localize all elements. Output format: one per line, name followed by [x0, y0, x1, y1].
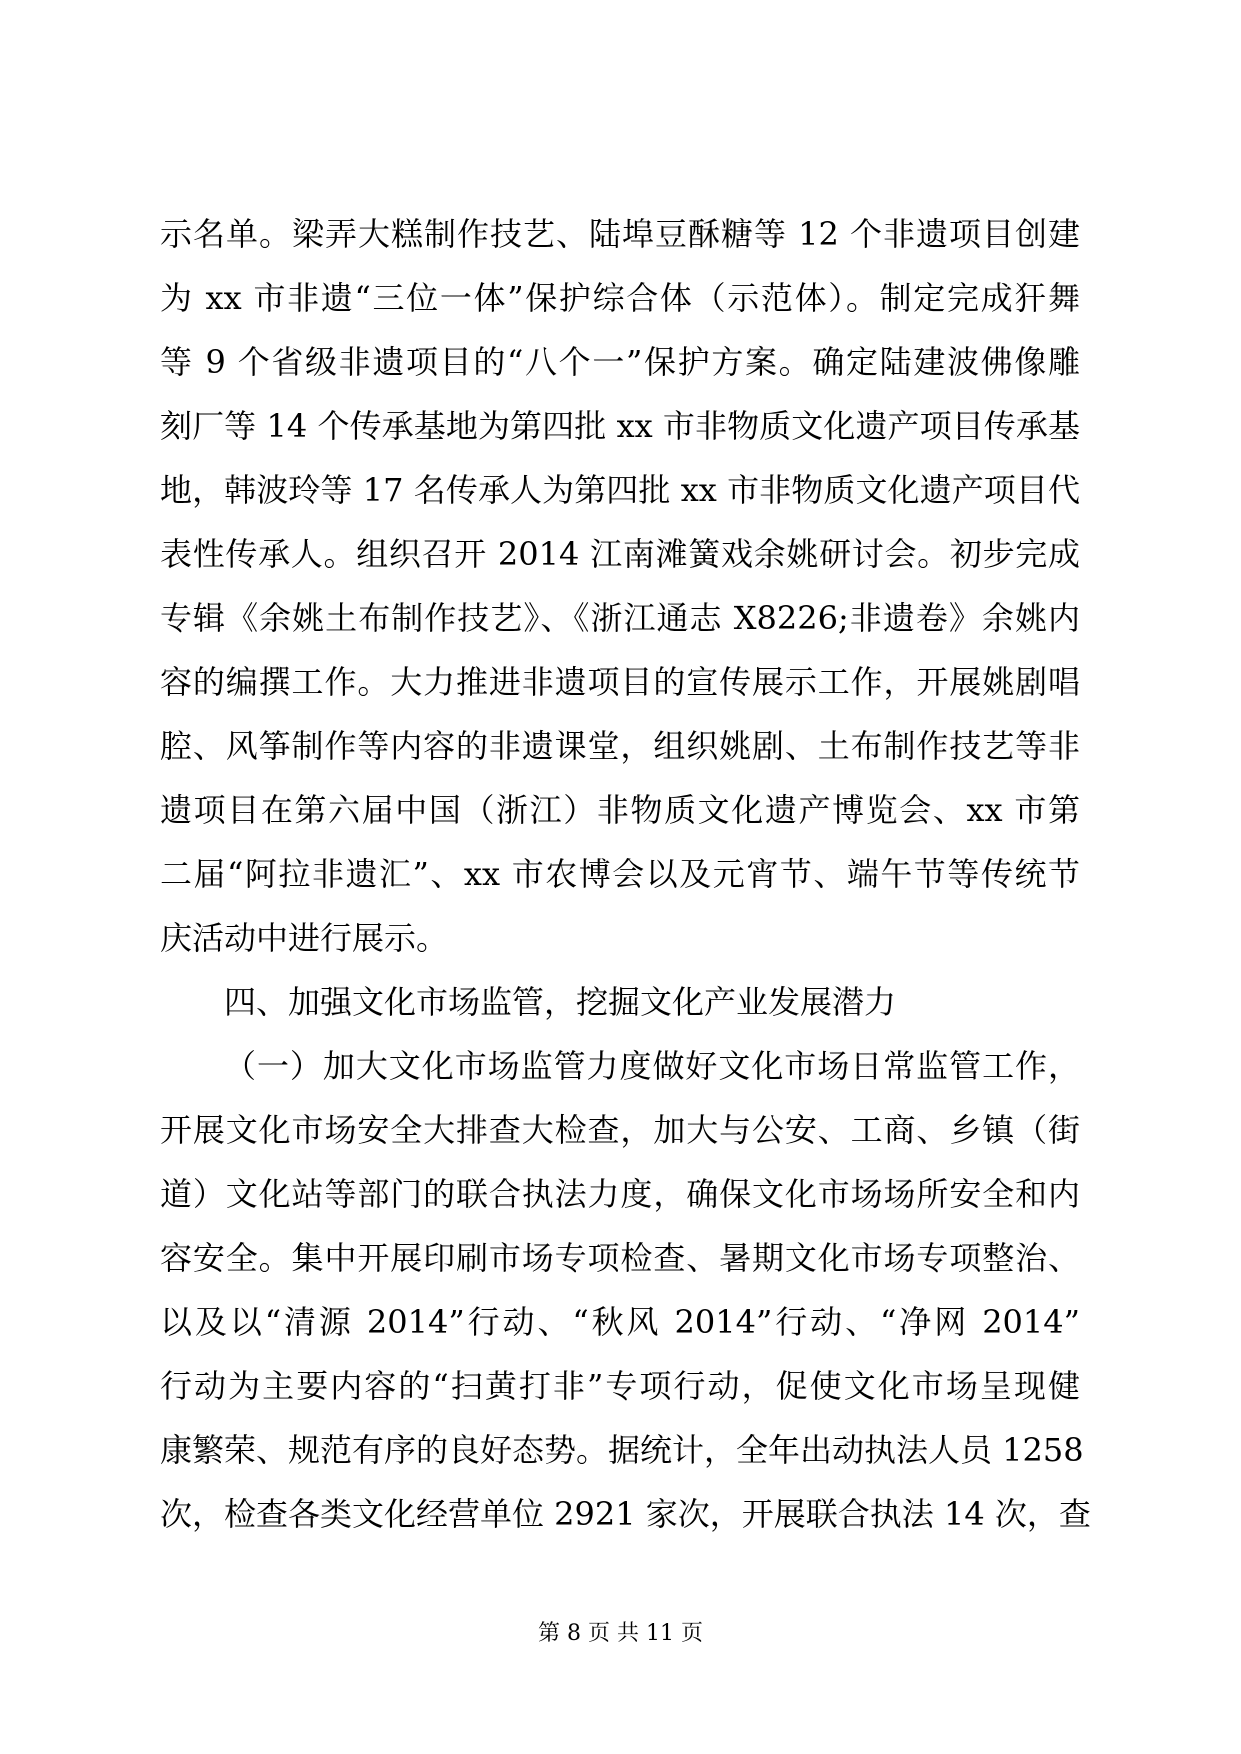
section-heading: 四、加强文化市场监管，挖掘文化产业发展潜力	[224, 983, 897, 1021]
body-text-line: 为 xx 市非遗“三位一体”保护综合体（示范体）。制定完成犴舞	[160, 279, 1080, 317]
body-text-line: 道）文化站等部门的联合执法力度，确保文化市场场所安全和内	[160, 1175, 1080, 1213]
body-text-line: 容的编撰工作。大力推进非遗项目的宣传展示工作，开展姚剧唱	[160, 663, 1080, 701]
body-text-line: 行动为主要内容的“扫黄打非”专项行动，促使文化市场呈现健	[160, 1367, 1080, 1405]
body-text-line: 示名单。梁弄大糕制作技艺、陆埠豆酥糖等 12 个非遗项目创建	[160, 215, 1080, 253]
page-number-footer: 第 8 页 共 11 页	[538, 1621, 703, 1646]
body-text-line: 专辑《余姚土布制作技艺》、《浙江通志 X8226;非遗卷》余姚内	[160, 599, 1080, 637]
body-text-line: 开展文化市场安全大排查大检查，加大与公安、工商、乡镇（街	[160, 1111, 1080, 1149]
body-text-line: 地，韩波玲等 17 名传承人为第四批 xx 市非物质文化遗产项目代	[160, 471, 1080, 509]
body-text-line: 容安全。集中开展印刷市场专项检查、暑期文化市场专项整治、	[160, 1239, 1080, 1277]
body-text-line: 等 9 个省级非遗项目的“八个一”保护方案。确定陆建波佛像雕	[160, 343, 1080, 381]
body-text-line: 二届“阿拉非遗汇”、xx 市农博会以及元宵节、端午节等传统节	[160, 855, 1080, 893]
body-text-line: 次，检查各类文化经营单位 2921 家次，开展联合执法 14 次，查	[160, 1495, 1091, 1533]
body-text-line: 刻厂等 14 个传承基地为第四批 xx 市非物质文化遗产项目传承基	[160, 407, 1080, 445]
body-text-line: 康繁荣、规范有序的良好态势。据统计，全年出动执法人员 1258	[160, 1431, 1084, 1469]
body-text-line: 表性传承人。组织召开 2014 江南滩簧戏余姚研讨会。初步完成	[160, 535, 1080, 573]
body-text-line: 腔、风筝制作等内容的非遗课堂，组织姚剧、土布制作技艺等非	[160, 727, 1080, 765]
body-text-line: 遗项目在第六届中国（浙江）非物质文化遗产博览会、xx 市第	[160, 791, 1080, 829]
subsection-heading-line: （一）加大文化市场监管力度做好文化市场日常监管工作，	[224, 1047, 1080, 1085]
body-text-line: 庆活动中进行展示。	[160, 919, 449, 957]
body-text-line: 以及以“清源 2014”行动、“秋风 2014”行动、“净网 2014”	[160, 1303, 1080, 1341]
